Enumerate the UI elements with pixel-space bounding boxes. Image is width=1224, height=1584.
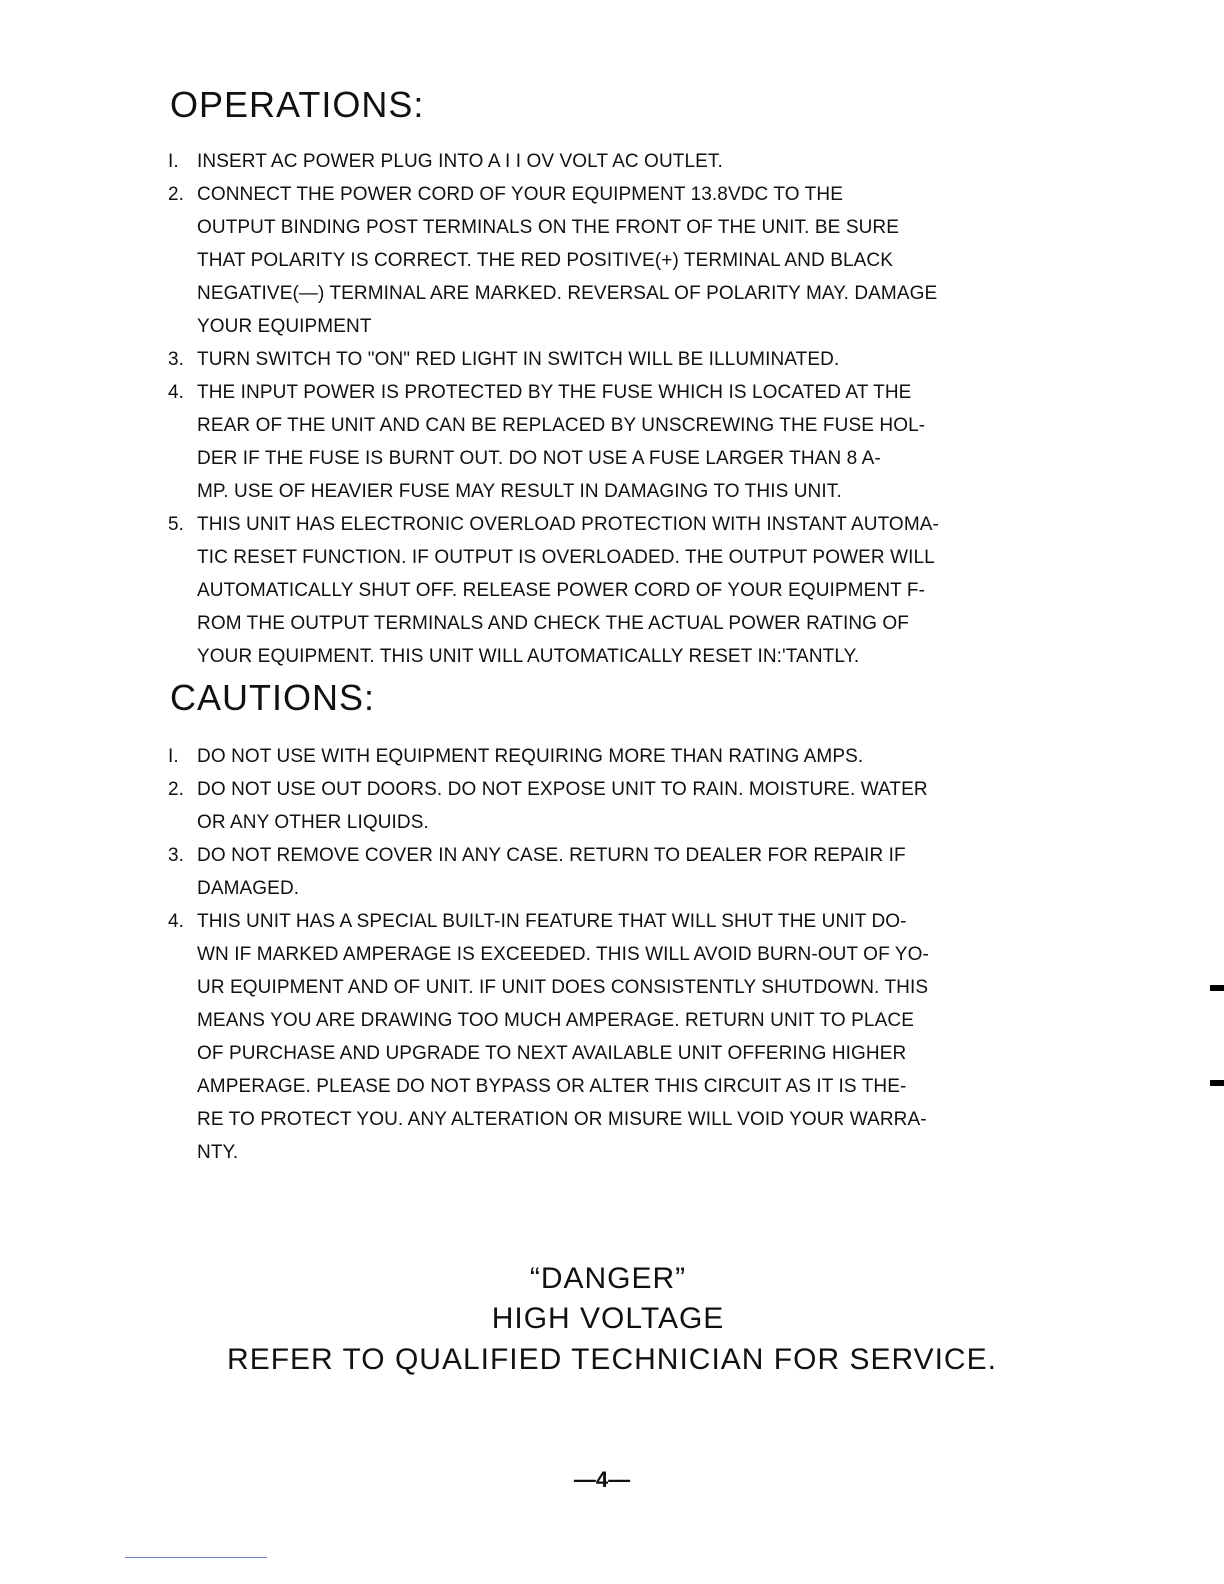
operations-item-3 xyxy=(168,343,1068,376)
danger-subtitle: HIGH VOLTAGE xyxy=(491,1302,725,1335)
item-text: TURN SWITCH TO "ON" RED LIGHT IN SWITCH WILL BE ILLUMINATED. xyxy=(197,349,840,370)
item-number: I. xyxy=(168,746,179,767)
page-number: —4— xyxy=(573,1467,631,1492)
cautions-item-4 xyxy=(168,905,1068,1169)
operations-item-5 xyxy=(168,508,1068,673)
item-number: 2. xyxy=(168,184,185,205)
item-text: CONNECT THE POWER CORD OF YOUR EQUIPMENT 13.8VDC TO THE OUTPUT BINDING POST TERMINALS ON THE FRONT OF THE UNIT. BE SURE THAT POLARITY IS CORRECT. THE RED POSITIVE(+) TERMINAL AND BLACK NEGATIVE(—) TERMINAL ARE MARKED. REVERSAL OF POLARITY MAY. DAMAGE YOUR EQUIPMENT xyxy=(197,184,938,337)
operations-heading: OPERATIONS: xyxy=(170,84,425,125)
operations-list xyxy=(168,145,1068,673)
item-number: 5. xyxy=(168,514,185,535)
scan-edge-mark xyxy=(1210,1080,1224,1086)
item-number: 3. xyxy=(168,349,185,370)
cautions-heading: CAUTIONS: xyxy=(170,677,376,718)
cautions-item-1 xyxy=(168,740,1068,773)
danger-instruction: REFER TO QUALIFIED TECHNICIAN FOR SERVICE. xyxy=(227,1343,997,1376)
item-text: INSERT AC POWER PLUG INTO A I I OV VOLT AC OUTLET. xyxy=(197,151,723,172)
operations-item-4 xyxy=(168,376,1068,508)
item-text: DO NOT REMOVE COVER IN ANY CASE. RETURN TO DEALER FOR REPAIR IF DAMAGED. xyxy=(197,845,906,899)
item-number: I. xyxy=(168,151,179,172)
item-text: THIS UNIT HAS A SPECIAL BUILT-IN FEATURE THAT WILL SHUT THE UNIT DO- WN IF MARKED AMPERAGE IS EXCEEDED. THIS WILL AVOID BURN-OUT OF YO- UR EQUIPMENT AND OF UNIT. IF UNIT DOES CONSISTENTLY SHUTDOWN. THIS MEANS YOU ARE DRAWING TOO MUCH AMPERAGE. RETURN UNIT TO PLACE OF PURCHASE AND UPGRADE TO NEXT AVAILABLE UNIT OFFERING HIGHER AMPERAGE. PLEASE DO NOT BYPASS OR ALTER THIS CIRCUIT AS IT IS THE- RE TO PROTECT YOU. ANY ALTERATION OR MISURE WILL VOID YOUR WARRA- NTY. xyxy=(197,911,929,1163)
item-text: DO NOT USE WITH EQUIPMENT REQUIRING MORE THAN RATING AMPS. xyxy=(197,746,864,767)
operations-item-1 xyxy=(168,145,1068,178)
cautions-item-2 xyxy=(168,773,1068,839)
cautions-item-3 xyxy=(168,839,1068,905)
item-text: THIS UNIT HAS ELECTRONIC OVERLOAD PROTECTION WITH INSTANT AUTOMA- TIC RESET FUNCTION. IF OUTPUT IS OVERLOADED. THE OUTPUT POWER WILL AUTOMATICALLY SHUT OFF. RELEASE POWER CORD OF YOUR EQUIPMENT F- ROM THE OUTPUT TERMINALS AND CHECK THE ACTUAL POWER RATING OF YOUR EQUIPMENT. THIS UNIT WILL AUTOMATICALLY RESET IN:'TANTLY. xyxy=(197,514,939,667)
item-text: DO NOT USE OUT DOORS. DO NOT EXPOSE UNIT TO RAIN. MOISTURE. WATER OR ANY OTHER LIQUIDS. xyxy=(197,779,928,833)
danger-title: “DANGER” xyxy=(529,1262,687,1295)
cautions-list xyxy=(168,740,1068,1169)
item-number: 2. xyxy=(168,779,185,800)
item-number: 4. xyxy=(168,911,185,932)
item-number: 4. xyxy=(168,382,185,403)
item-text: THE INPUT POWER IS PROTECTED BY THE FUSE WHICH IS LOCATED AT THE REAR OF THE UNIT AND CAN BE REPLACED BY UNSCREWING THE FUSE HOL- DER IF THE FUSE IS BURNT OUT. DO NOT USE A FUSE LARGER THAN 8 A- MP. USE OF HEAVIER FUSE MAY RESULT IN DAMAGING TO THIS UNIT. xyxy=(197,382,926,502)
item-number: 3. xyxy=(168,845,185,866)
scan-edge-mark xyxy=(1210,985,1224,991)
scan-underline-mark xyxy=(125,1557,267,1558)
operations-item-2 xyxy=(168,178,1068,343)
